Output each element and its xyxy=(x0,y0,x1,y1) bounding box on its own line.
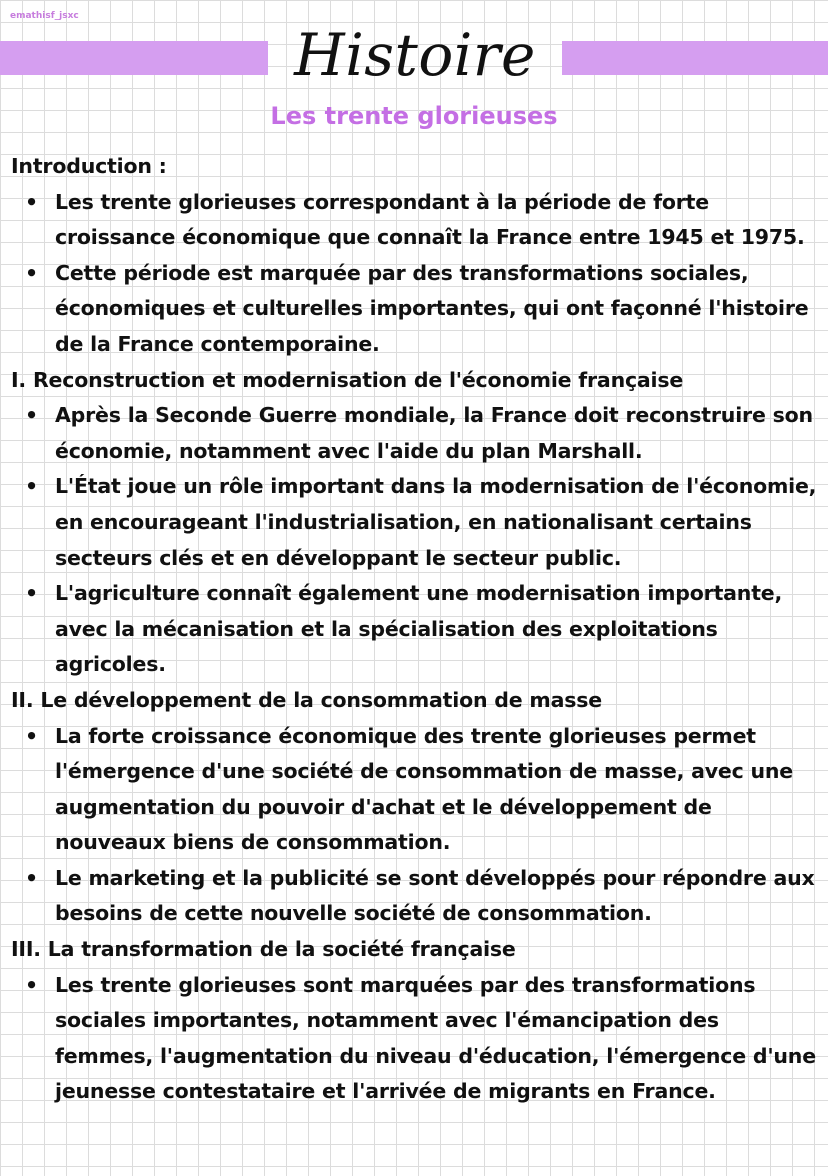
bullet-list xyxy=(11,719,821,933)
list-item: • La forte croissance économique des trente glorieuses permet l'émergence d'une société de consommation de masse, avec une augmentation du pouvoir d'achat et le développement de nouveaux biens de consommation. xyxy=(11,719,821,861)
list-item: • Cette période est marquée par des transformations sociales, économiques et culturelles importantes, qui ont façonné l'histoire de la France contemporaine. xyxy=(11,256,821,363)
section-introduction xyxy=(11,149,821,363)
bullet-list xyxy=(11,398,821,683)
page-title: Histoire xyxy=(294,21,536,89)
title-band-right xyxy=(562,41,828,75)
title-band-left xyxy=(0,41,268,75)
section-heading: II. Le développement de la consommation de masse xyxy=(11,687,602,712)
section-consommation xyxy=(11,683,821,932)
list-item: • Le marketing et la publicité se sont développés pour répondre aux besoins de cette nouvelle société de consommation. xyxy=(11,861,821,932)
list-item: • L'agriculture connaît également une modernisation importante, avec la mécanisation et la spécialisation des exploitations agricoles. xyxy=(11,576,821,683)
bullet-list xyxy=(11,968,821,1110)
list-item: • Après la Seconde Guerre mondiale, la France doit reconstruire son économie, notamment avec l'aide du plan Marshall. xyxy=(11,398,821,469)
author-handle: emathisf_jsxc xyxy=(10,11,79,21)
list-item: • Les trente glorieuses sont marquées par des transformations sociales importantes, notamment avec l'émancipation des femmes, l'augmentation du niveau d'éducation, l'émergence d'une jeunesse contestataire et l'arrivée de migrants en France. xyxy=(11,968,821,1110)
section-societe xyxy=(11,932,821,1110)
section-reconstruction xyxy=(11,363,821,683)
section-heading: Introduction : xyxy=(11,154,167,178)
section-heading: III. La transformation de la société française xyxy=(11,937,516,962)
bullet-list xyxy=(11,185,821,363)
section-heading: I. Reconstruction et modernisation de l'économie française xyxy=(11,367,684,392)
document-body xyxy=(11,149,821,1110)
list-item: • Les trente glorieuses correspondant à la période de forte croissance économique que connaît la France entre 1945 et 1975. xyxy=(11,185,821,256)
page-subtitle: Les trente glorieuses xyxy=(270,102,558,130)
list-item: • L'État joue un rôle important dans la modernisation de l'économie, en encourageant l'industrialisation, en nationalisant certains secteurs clés et en développant le secteur public. xyxy=(11,469,821,576)
